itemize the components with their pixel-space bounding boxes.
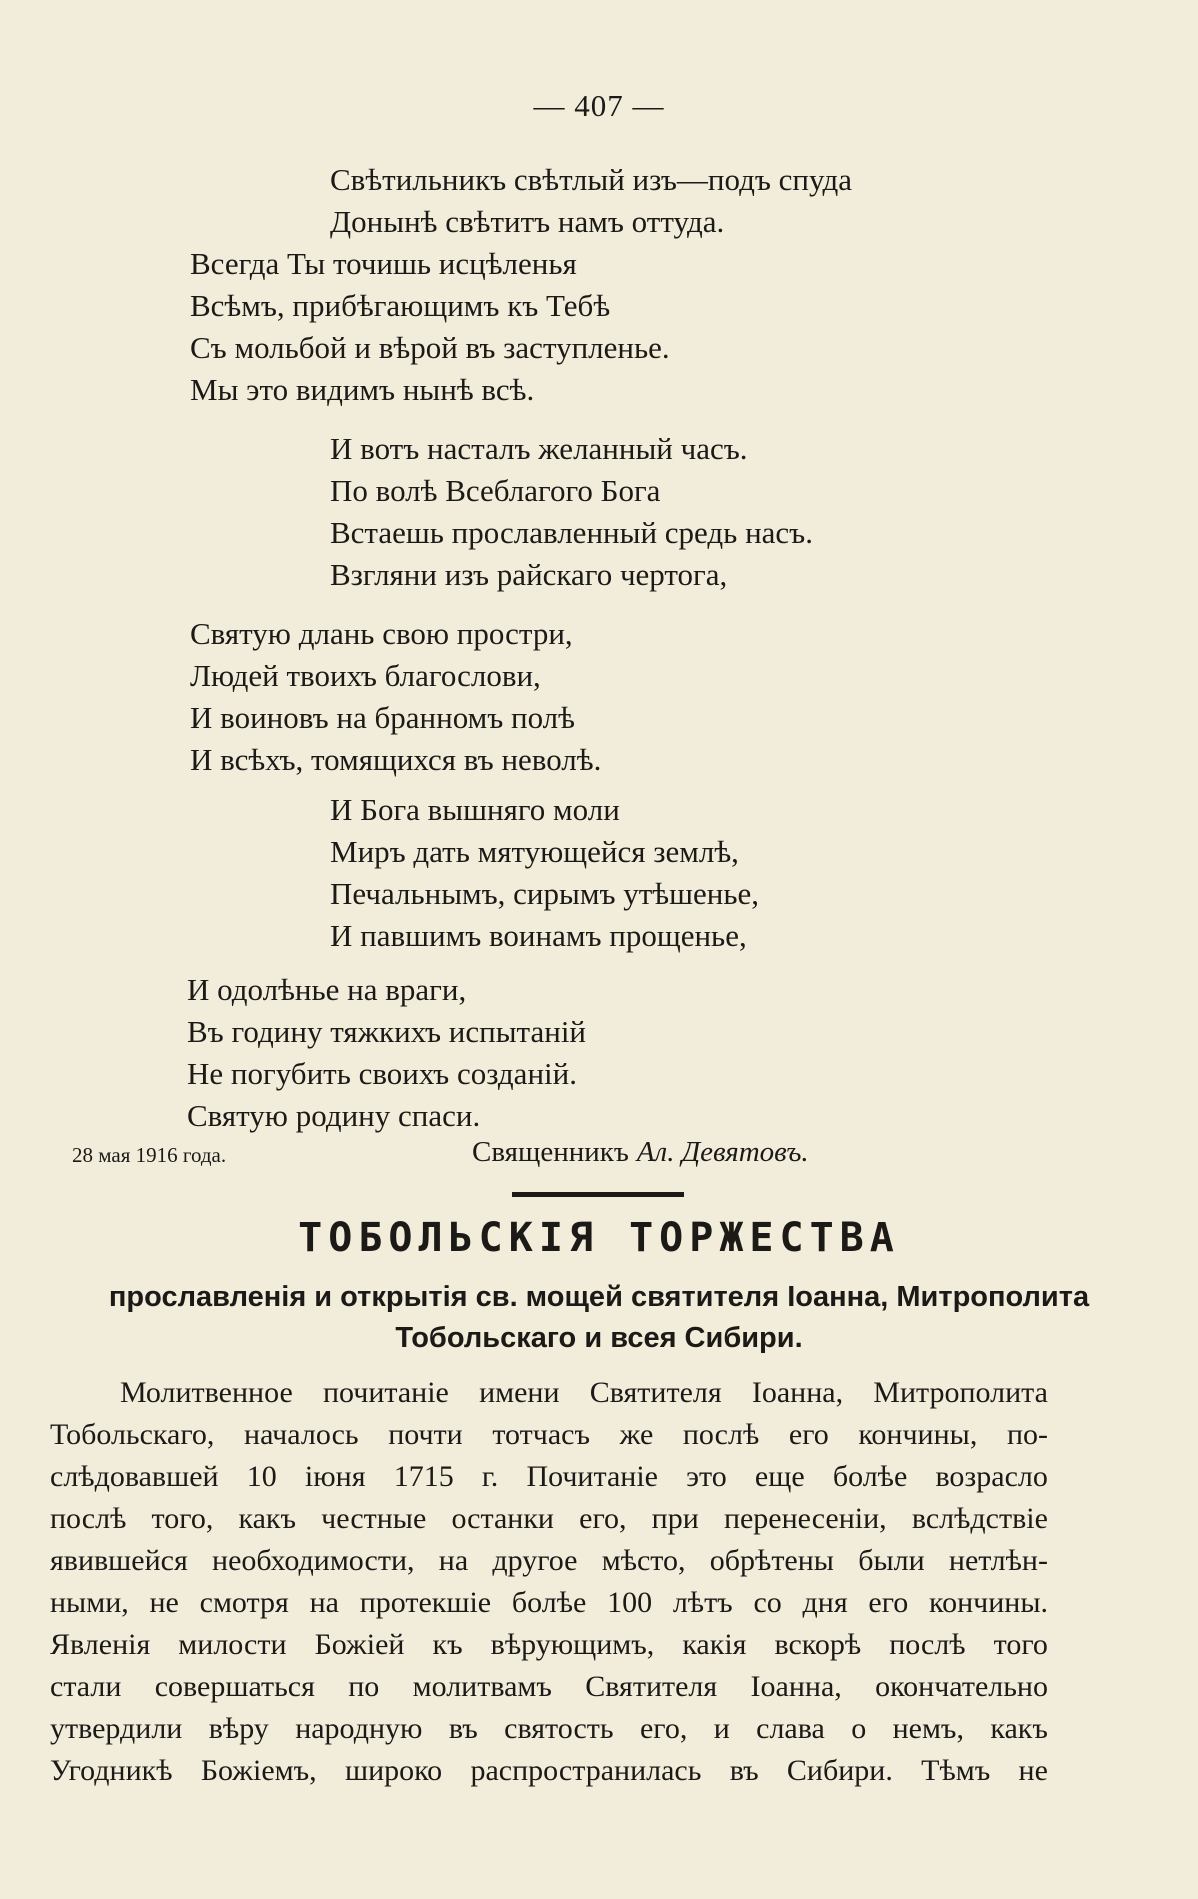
article-word: вскорѣ <box>774 1628 862 1661</box>
article-text-line <box>50 1459 1048 1495</box>
article-word: іюня <box>304 1460 366 1493</box>
article-word: болѣе <box>832 1460 908 1493</box>
article-word: со <box>753 1586 782 1619</box>
article-word: вѣру <box>208 1712 269 1745</box>
article-word: 100 <box>607 1586 653 1619</box>
article-text-line <box>50 1627 1048 1663</box>
article-word: имени <box>479 1376 560 1409</box>
article-word: слава <box>756 1712 825 1745</box>
article-word: утвердили <box>50 1712 183 1745</box>
poem-line: И воиновъ на бранномъ полѣ <box>190 700 575 735</box>
poem-line: Съ мольбой и вѣрой въ заступленье. <box>190 330 670 365</box>
poem-line: Не погубить своихъ созданій. <box>187 1056 577 1091</box>
article-word: болѣе <box>511 1586 587 1619</box>
article-word: по- <box>1006 1418 1048 1451</box>
article-word: 1715 <box>393 1460 454 1493</box>
article-word: распространилась <box>470 1754 702 1787</box>
article-word: на <box>438 1544 469 1577</box>
poem-line: Святую родину спаси. <box>187 1098 481 1133</box>
article-word: стали <box>50 1670 122 1703</box>
article-word: тотчасъ <box>492 1418 590 1451</box>
article-word: перенесеніи, <box>723 1502 887 1535</box>
poem-line: Въ годину тяжкихъ испытаній <box>187 1014 587 1049</box>
article-text-line <box>50 1417 1048 1453</box>
article-word: лѣтъ <box>672 1586 733 1619</box>
poem-line: По волѣ Всеблагого Бога <box>330 473 661 508</box>
article-word: не <box>1018 1754 1048 1787</box>
article-word: почти <box>388 1418 463 1451</box>
article-word: Святителя <box>585 1670 718 1703</box>
article-word: же <box>619 1418 654 1451</box>
article-title: ТОБОЛЬСКІЯ ТОРЖЕСТВА <box>298 1215 900 1261</box>
poem-line: Миръ дать мятующейся землѣ, <box>330 834 739 869</box>
article-word: Святителя <box>589 1376 722 1409</box>
poem-line: Всѣмъ, прибѣгающимъ къ Тебѣ <box>190 288 611 323</box>
poem-line: И одолѣнье на враги, <box>187 972 467 1007</box>
article-word: честные <box>321 1502 427 1535</box>
signature-role: Священникъ <box>472 1136 629 1168</box>
poem-line: Мы это видимъ нынѣ всѣ. <box>190 372 535 407</box>
article-word: почитаніе <box>322 1376 449 1409</box>
poem-line: Свѣтильникъ свѣтлый изъ—подъ спуда <box>330 162 853 197</box>
section-divider <box>512 1192 684 1197</box>
article-word: явившейся <box>50 1544 188 1577</box>
article-word: Почитаніе <box>526 1460 658 1493</box>
article-word: Явленія <box>50 1628 151 1661</box>
article-word: его <box>788 1418 829 1451</box>
article-word: какъ <box>238 1502 297 1535</box>
article-word: послѣ <box>682 1418 760 1451</box>
article-word: немъ, <box>892 1712 964 1745</box>
article-word: ными, <box>50 1586 129 1619</box>
article-word: г. <box>481 1460 499 1493</box>
poem-line: Донынѣ свѣтитъ намъ оттуда. <box>330 204 725 239</box>
article-word: по <box>348 1670 380 1703</box>
article-word: его, <box>639 1712 688 1745</box>
article-word: послѣ <box>50 1502 127 1535</box>
article-word: въ <box>448 1712 478 1745</box>
article-word: это <box>686 1460 727 1493</box>
article-word: на <box>309 1586 339 1619</box>
poem-line: И вотъ насталъ желанный часъ. <box>330 431 748 466</box>
article-word: послѣ <box>889 1628 966 1661</box>
article-word: вѣрующимъ, <box>490 1628 655 1661</box>
article-text-line <box>50 1753 1048 1789</box>
article-word: кончины. <box>929 1586 1048 1619</box>
article-word: Тобольскаго, <box>50 1418 215 1451</box>
article-word: Іоанна, <box>750 1670 842 1703</box>
article-word: какія <box>682 1628 747 1661</box>
article-word: Молитвенное <box>120 1376 293 1409</box>
poem-line: Взгляни изъ райскаго чертога, <box>330 557 728 592</box>
signature-author: Ал. Девятовъ. <box>636 1136 809 1168</box>
article-word: Митрополита <box>873 1376 1048 1409</box>
article-word: другое <box>492 1544 578 1577</box>
article-word: дня <box>802 1586 848 1619</box>
article-word: къ <box>432 1628 463 1661</box>
poem-line: И павшимъ воинамъ прощенье, <box>330 918 747 953</box>
poem-line: Людей твоихъ благослови, <box>190 658 541 693</box>
article-word: народную <box>295 1712 423 1745</box>
article-word: Божіемъ, <box>200 1754 317 1787</box>
article-word: Божіей <box>314 1628 405 1661</box>
article-word: были <box>858 1544 925 1577</box>
article-text-line <box>50 1711 1048 1747</box>
article-word: милости <box>178 1628 287 1661</box>
poem-line: Всегда Ты точишь исцѣленья <box>190 246 577 281</box>
article-word: смотря <box>199 1586 289 1619</box>
article-subtitle-line: Тобольскаго и всея Сибири. <box>395 1322 803 1354</box>
article-text-line <box>50 1543 1048 1579</box>
article-word: того <box>993 1628 1048 1661</box>
article-word: Іоанна, <box>751 1376 844 1409</box>
article-word: слѣдовавшей <box>50 1460 219 1493</box>
article-text-line <box>120 1375 1048 1411</box>
article-word: того, <box>151 1502 214 1535</box>
article-word: святость <box>504 1712 614 1745</box>
article-word: кончины, <box>858 1418 978 1451</box>
article-word: Тѣмъ <box>921 1754 991 1787</box>
article-word: какъ <box>990 1712 1048 1745</box>
article-word: останки <box>451 1502 554 1535</box>
article-word: еще <box>754 1460 805 1493</box>
article-word: его, <box>579 1502 627 1535</box>
article-word: 10 <box>246 1460 277 1493</box>
article-text-line <box>50 1585 1048 1621</box>
article-word: возрасло <box>935 1460 1048 1493</box>
poem-line: Печальнымъ, сирымъ утѣшенье, <box>330 876 759 911</box>
page-number: — 407 — <box>533 88 665 123</box>
article-word: въ <box>729 1754 759 1787</box>
article-word: вслѣдствіе <box>911 1502 1048 1535</box>
article-word: не <box>149 1586 179 1619</box>
article-text-line <box>50 1669 1048 1705</box>
article-word: и <box>713 1712 730 1745</box>
article-word: протекшіе <box>359 1586 492 1619</box>
article-word: Угодникѣ <box>50 1754 173 1787</box>
article-word: при <box>651 1502 699 1535</box>
article-subtitle <box>40 1277 1158 1359</box>
poem-signature <box>472 1136 809 1169</box>
poem-date: 28 мая 1916 года. <box>72 1143 227 1167</box>
article-word: молитвамъ <box>412 1670 552 1703</box>
article-word: его <box>868 1586 909 1619</box>
poem-line: И всѣхъ, томящихся въ неволѣ. <box>190 742 602 777</box>
article-word: нетлѣн- <box>948 1544 1048 1577</box>
article-word: совершаться <box>154 1670 315 1703</box>
article-text-line <box>50 1501 1048 1537</box>
poem-line: Встаешь прославленный средь насъ. <box>330 515 813 550</box>
article-word: началось <box>244 1418 359 1451</box>
article-word: окончательно <box>875 1670 1048 1703</box>
article-word: о <box>851 1712 867 1745</box>
poem-line: Святую длань свою простри, <box>190 616 573 651</box>
poem-line: И Бога вышняго моли <box>330 792 620 827</box>
article-subtitle-line: прославленія и открытія св. мощей святителя Іоанна, Митрополита <box>108 1281 1090 1313</box>
article-word: широко <box>344 1754 443 1787</box>
article-word: обрѣтены <box>709 1544 834 1577</box>
article-word: Сибири. <box>786 1754 893 1787</box>
article-word: мѣсто, <box>601 1544 686 1577</box>
article-word: необходимости, <box>212 1544 415 1577</box>
